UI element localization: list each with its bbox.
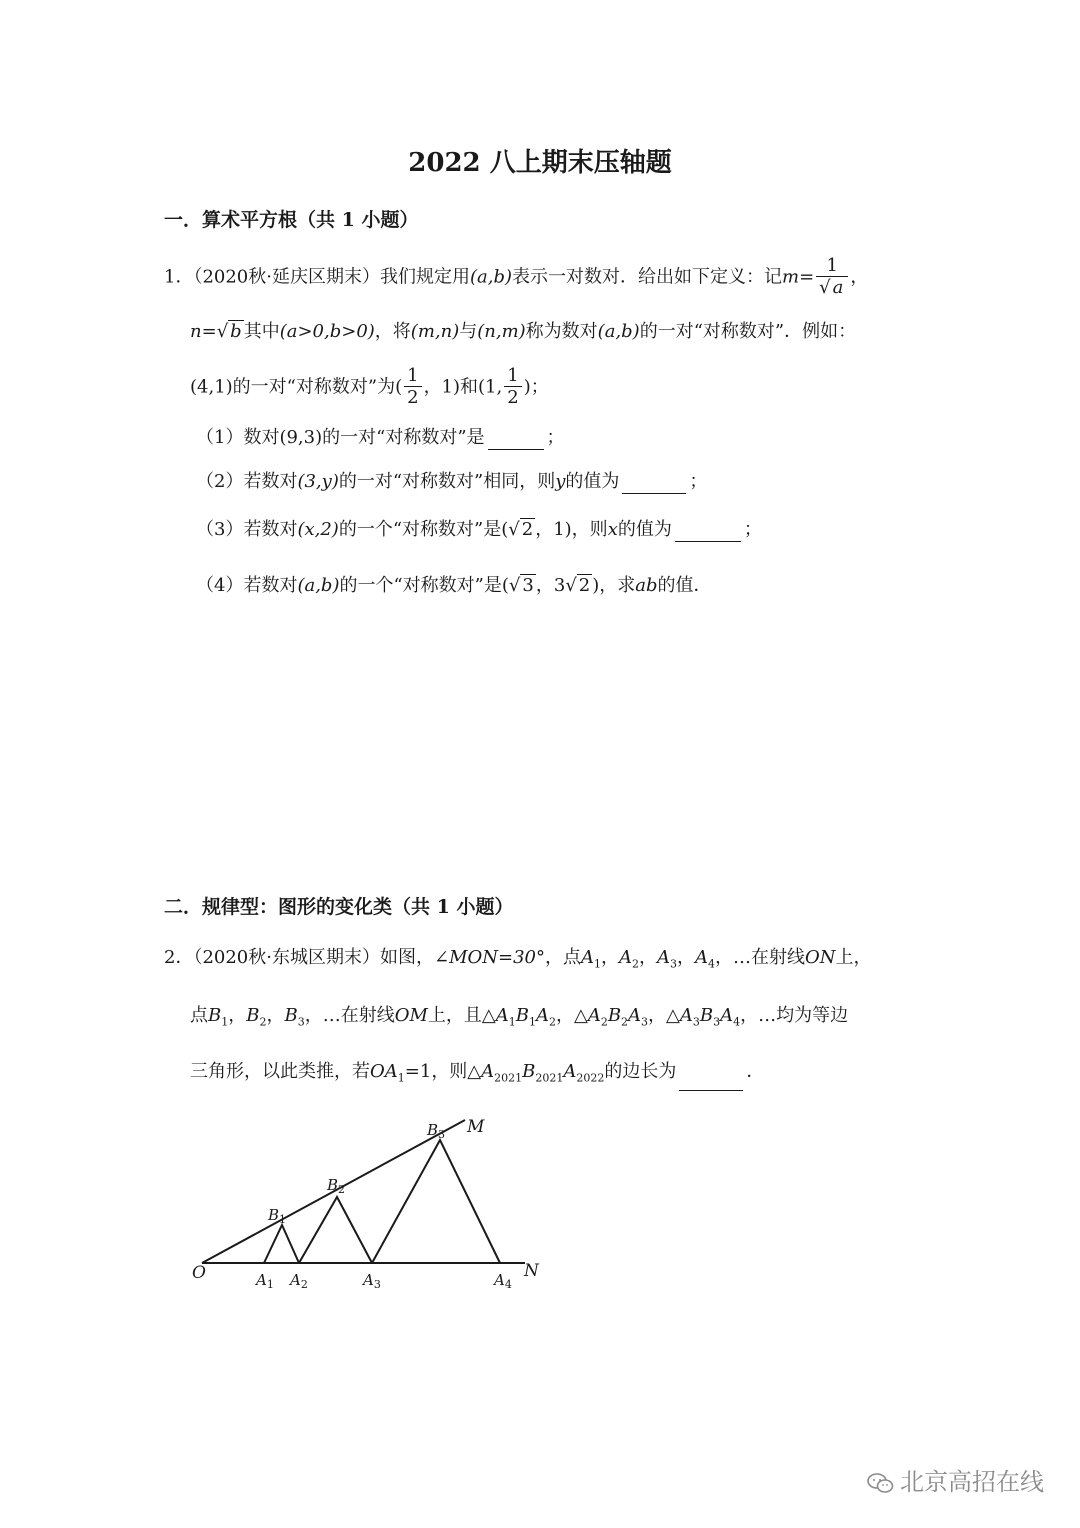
section-heading-1: 一．算术平方根（共 1 小题） (164, 209, 419, 231)
q1-sub4: （4）若数对(a,b)的一个“对称数对”是(√ 3 ，3√ 2 )，求ab的值． (196, 575, 712, 596)
geometry-figure (180, 1110, 580, 1295)
q1-line1: 1．（2020秋·延庆区期末）我们规定用(a,b)表示一对数对．给出如下定义：记m= $\frac{1}{√ a}$ ， (164, 255, 869, 298)
q1-sub1: （1）数对(9,3)的一对“对称数对”是 ； (196, 427, 565, 448)
sqrt-b: √ b (216, 321, 242, 342)
label-O: O (192, 1263, 206, 1283)
label-A1: $A_1$ (256, 1271, 274, 1291)
label-B3: $B_3$ (427, 1121, 446, 1141)
fraction-half-2: $\frac{1}{2}$ (504, 366, 521, 409)
sqrt-3: √ 3 (508, 575, 534, 596)
label-B2: $B_2$ (327, 1176, 346, 1196)
label-M: M (467, 1117, 485, 1137)
fraction-half-1: $\frac{1}{2}$ (404, 366, 421, 409)
section-heading-2: 二．规律型：图形的变化类（共 1 小题） (164, 896, 514, 918)
triangle-3 (372, 1140, 500, 1263)
triangle-1 (264, 1225, 299, 1263)
wechat-icon (866, 1472, 894, 1494)
label-A4: $A_4$ (494, 1271, 512, 1291)
q1-line2: n=√ b 其中(a>0,b>0)，将(m,n)与(n,m)称为数对(a,b)的一对“对称数对”．例如： (190, 321, 857, 342)
label-B1: $B_1$ (268, 1206, 287, 1226)
sqrt-2: √ 2 (508, 519, 534, 540)
page-title: 2022 八上期末压轴题 (408, 148, 672, 178)
q2-line3: 三角形，以此类推，若$OA_1=1$，则$\triangle A_{2021}B_{2021}A_{2022}$的边长为 ． (190, 1060, 764, 1091)
label-A2: $A_2$ (290, 1271, 308, 1291)
answer-blank[interactable] (488, 429, 544, 450)
fraction-1-over-sqrt-a: $\frac{1}{√ a}$ (816, 256, 848, 299)
q1-sub3: （3）若数对(x,2)的一个“对称数对”是(√ 2 ，1)，则x的值为 ； (196, 519, 762, 540)
q1-line3: (4,1)的一对“对称数对”为( $\frac{1}{2}$ ，1)和(1, $\frac{1}{2}$ )； (190, 365, 549, 408)
watermark-text: 北京高招在线 (900, 1468, 1044, 1496)
q1-sub2: （2）若数对(3,y)的一对“对称数对”相同，则y的值为 ； (196, 471, 708, 492)
sqrt-2: √ 2 (565, 575, 591, 596)
answer-blank[interactable] (675, 521, 741, 542)
label-N: N (524, 1261, 539, 1281)
answer-blank[interactable] (679, 1070, 743, 1091)
watermark (866, 1462, 1044, 1497)
q2-line2: 点$B_1$，$B_2$，$B_3$，…在射线OM上，且$\triangle A_1B_1A_2$，$\triangle A_2B_2A_3$，$\triangle A_3B_3A_4$，…均为等边 (190, 1005, 849, 1029)
triangle-2 (299, 1197, 372, 1263)
label-A3: $A_3$ (363, 1271, 381, 1291)
answer-blank[interactable] (622, 473, 686, 494)
q2-line1: 2．（2020秋·东城区期末）如图，∠MON=30°，点$A_1$，$A_2$，$A_3$，$A_4$，…在射线ON上， (164, 947, 872, 971)
